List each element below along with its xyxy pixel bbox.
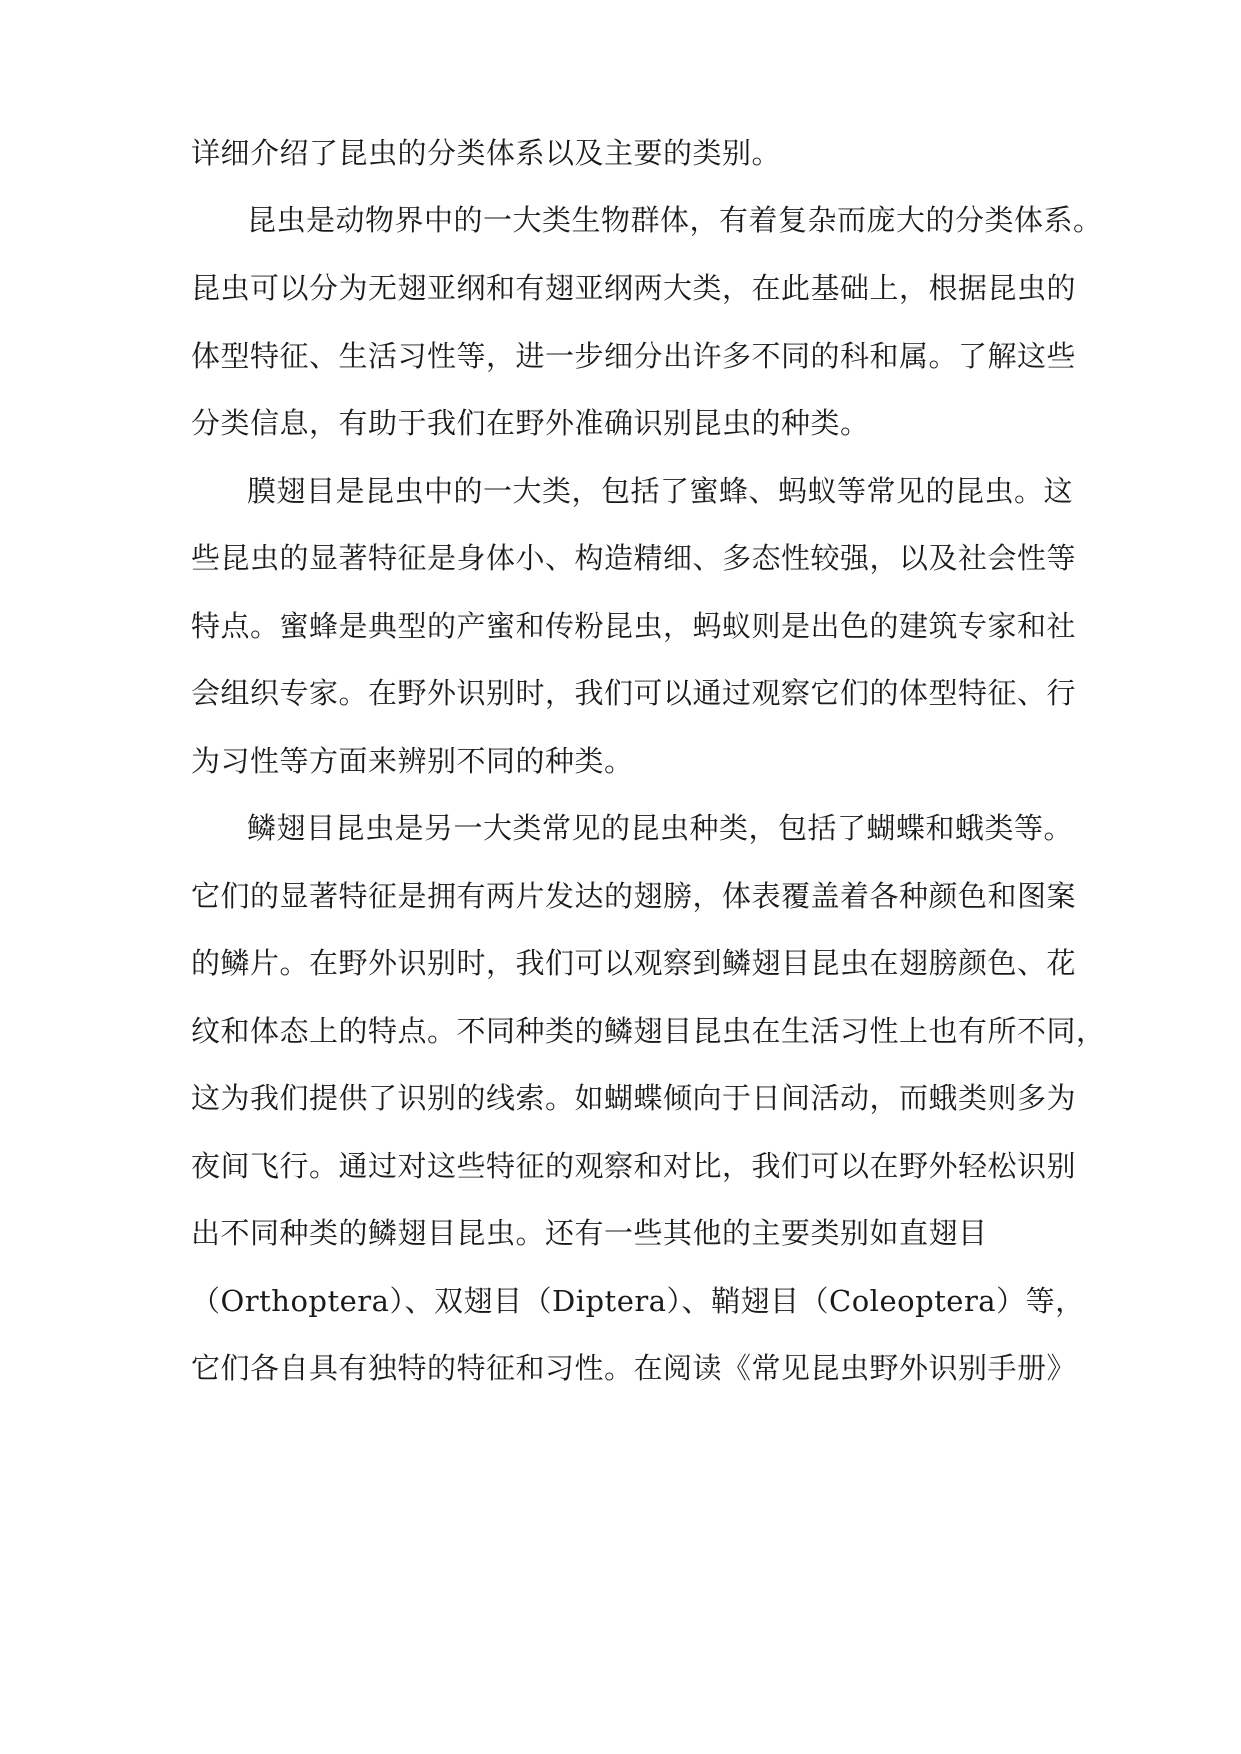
text-line: 特点。蜜蜂是典型的产蜜和传粉昆虫，蚂蚁则是出色的建筑专家和社 (191, 609, 1077, 643)
text-line: 的鳞片。在野外识别时，我们可以观察到鳞翅目昆虫在翅膀颜色、花 (191, 946, 1077, 980)
text-line: 它们的显著特征是拥有两片发达的翅膀，体表覆盖着各种颜色和图案 (191, 879, 1077, 913)
text-line: 纹和体态上的特点。不同种类的鳞翅目昆虫在生活习性上也有所不同， (191, 1014, 1106, 1048)
paragraph-start-line: 膜翅目是昆虫中的一大类，包括了蜜蜂、蚂蚁等常见的昆虫。这 (247, 474, 1074, 508)
text-line: 昆虫可以分为无翅亚纲和有翅亚纲两大类，在此基础上，根据昆虫的 (191, 271, 1077, 305)
text-line: 出不同种类的鳞翅目昆虫。还有一些其他的主要类别如直翅目 (191, 1216, 988, 1250)
text-line: 会组织专家。在野外识别时，我们可以通过观察它们的体型特征、行 (191, 676, 1077, 710)
text-line: 体型特征、生活习性等，进一步细分出许多不同的科和属。了解这些 (191, 339, 1077, 373)
paragraph-start-line: 鳞翅目昆虫是另一大类常见的昆虫种类，包括了蝴蝶和蛾类等。 (247, 811, 1074, 845)
text-line: 这为我们提供了识别的线索。如蝴蝶倾向于日间活动，而蛾类则多为 (191, 1081, 1077, 1115)
text-line: 分类信息，有助于我们在野外准确识别昆虫的种类。 (191, 406, 870, 440)
text-line: （Orthoptera）、双翅目（Diptera）、鞘翅目（Coleoptera）等， (191, 1284, 1085, 1318)
text-line: 为习性等方面来辨别不同的种类。 (191, 744, 634, 778)
text-line: 些昆虫的显著特征是身体小、构造精细、多态性较强，以及社会性等 (191, 541, 1077, 575)
paragraph-start-line: 昆虫是动物界中的一大类生物群体，有着复杂而庞大的分类体系。 (247, 203, 1103, 237)
text-line: 详细介绍了昆虫的分类体系以及主要的类别。 (191, 136, 782, 170)
text-line: 它们各自具有独特的特征和习性。在阅读《常见昆虫野外识别手册》 (191, 1351, 1077, 1385)
text-line: 夜间飞行。通过对这些特征的观察和对比，我们可以在野外轻松识别 (191, 1149, 1077, 1183)
